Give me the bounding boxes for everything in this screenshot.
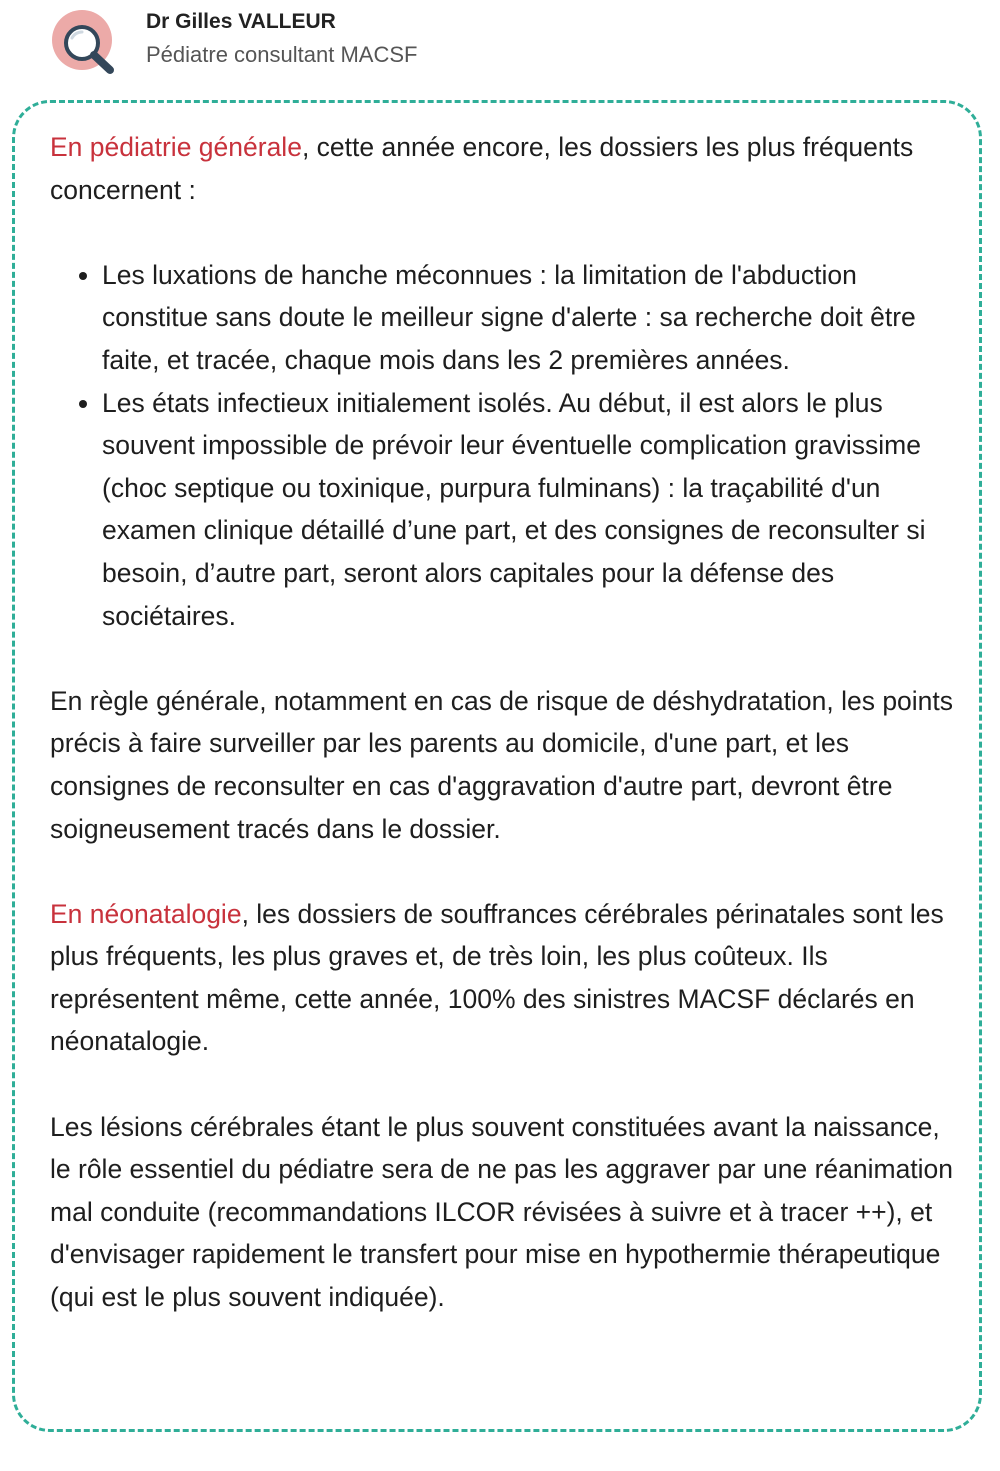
- paragraph-general-rule: En règle générale, notamment en cas de risque de déshydratation, les points précis à faire surveiller par les parents au domicile, d'une part, et les consignes de reconsulter en cas d'aggravation d'autre part, devront être soigneusement tracés dans le dossier.: [50, 685, 954, 844]
- avatar: [52, 10, 112, 70]
- section-highlight-neonatology: En néonatalogie: [50, 898, 242, 929]
- author-header: [50, 6, 950, 74]
- article-body: [50, 126, 956, 1361]
- author-name: Dr Gilles VALLEUR: [146, 10, 336, 33]
- magnifying-glass-icon: [60, 24, 118, 76]
- bullet-item: • Les luxations de hanche méconnues : la limitation de l'abduction constitue sans doute le meilleur signe d'alerte : sa recherche doit être faite, et tracée, chaque mois dans les 2 premières années.: [102, 254, 956, 382]
- paragraph-brain-lesions: Les lésions cérébrales étant le plus souvent constituées avant la naissance, le rôle essentiel du pédiatre sera de ne pas les aggraver par une réanimation mal conduite (recommandations ILCOR révisées à suivre et à tracer ++), et d'envisager rapidement le transfert pour mise en hypothermie thérapeutique (qui est le plus souvent indiquée).: [50, 1111, 954, 1313]
- paragraph-neonatology: [50, 893, 956, 1063]
- paragraph-text: , les dossiers de souffrances cérébrales périnatales sont les plus fréquents, les plus graves et, de très loin, les plus coûteux. Ils représentent même, cette année, 100% des sinistres MACSF déclarés en néonatalogie.: [50, 898, 944, 1057]
- author-role: Pédiatre consultant MACSF: [146, 42, 418, 67]
- paragraph-pediatrics-intro: [50, 126, 956, 211]
- paragraph-text: , cette année encore, les dossiers les plus fréquents concernent :: [50, 132, 914, 205]
- section-highlight-pediatrics: En pédiatrie générale: [50, 132, 302, 162]
- bullet-item: • Les états infectieux initialement isolés. Au début, il est alors le plus souvent impossible de prévoir leur éventuelle complication gravissime (choc septique ou toxinique, purpura fulminans) : la traçabilité d'un examen clinique détaillé d’une part, et des consignes de reconsulter si besoin, d’autre part, seront alors capitales pour la défense des sociétaires.: [102, 382, 956, 638]
- bullet-list: [50, 254, 956, 637]
